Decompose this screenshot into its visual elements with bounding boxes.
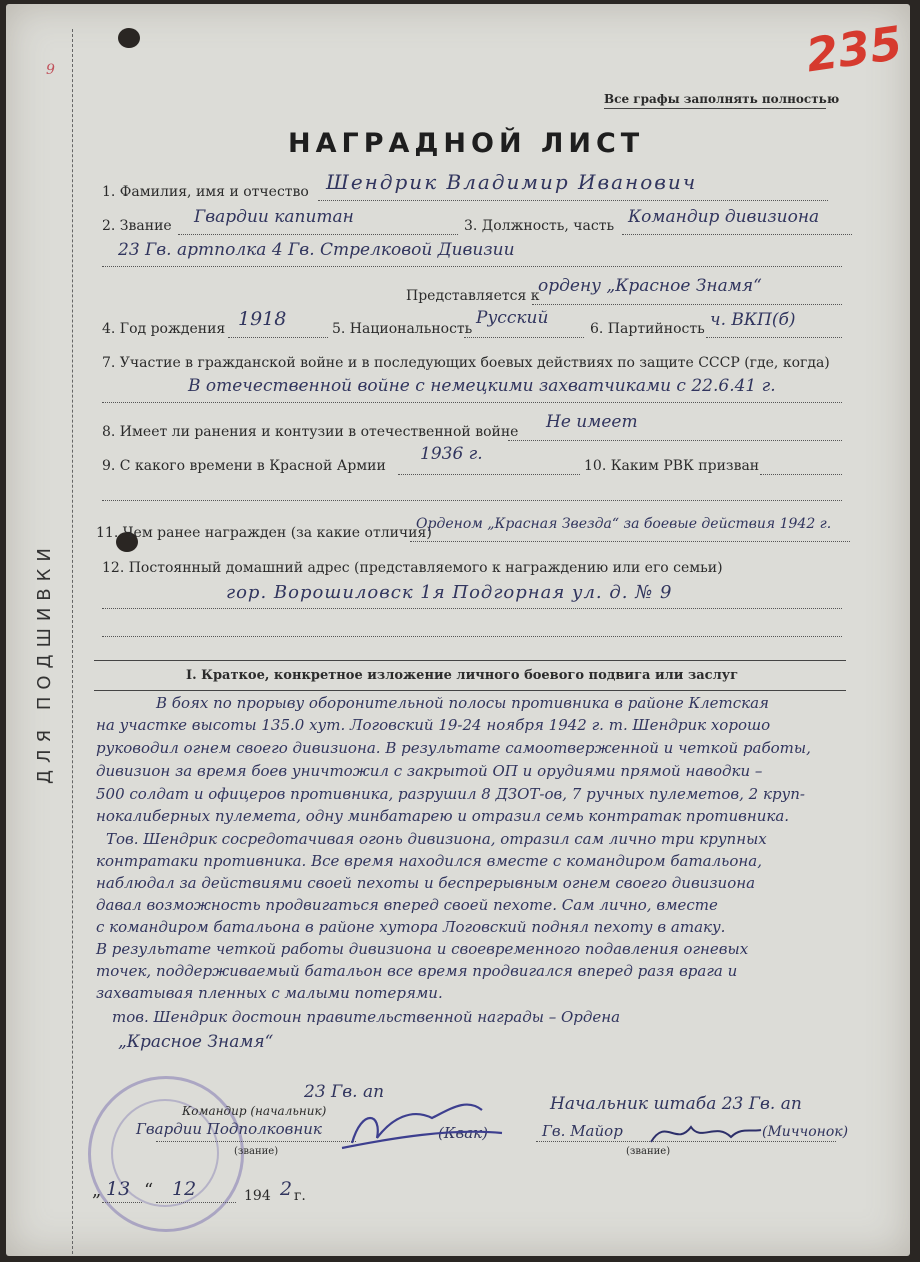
field-unit-line	[102, 266, 842, 267]
field-address-value: гор. Ворошиловск 1я Подгорная ул. д. № 9	[226, 582, 673, 603]
field-address-line	[102, 608, 842, 609]
date-month: 12	[172, 1178, 197, 1200]
field-party-value: ч. ВКП(б)	[710, 310, 796, 330]
binding-margin-label: ДЛЯ ПОДШИВКИ	[34, 541, 55, 784]
page-title: НАГРАДНОЙ ЛИСТ	[288, 128, 645, 159]
field-wounds-label: 8. Имеет ли ранения и контузии в отечественной войне	[102, 424, 519, 440]
official-stamp	[88, 1076, 244, 1232]
fill-notice: Все графы заполнять полностью	[604, 92, 840, 106]
pencil-mark: 9	[46, 62, 55, 78]
citation-line: давал возможность продвигаться вперед своей пехоте. Сам лично, вместе	[96, 896, 718, 914]
field-nationality-line	[464, 337, 584, 338]
citation-line: тов. Шендрик достоин правительственной награды – Ордена	[112, 1008, 621, 1026]
field-birthyear-value: 1918	[238, 308, 287, 330]
field-rvk-label: 10. Каким РВК призван	[584, 458, 760, 474]
right-name: (Миччонок)	[762, 1124, 849, 1140]
field-awards-label: 11. Чем ранее награжден (за какие отличия)	[96, 525, 432, 541]
citation-line: Тов. Шендрик сосредотачивая огонь дивизиона, отразил сам лично три крупных	[106, 830, 767, 848]
right-rank: Гв. Майор	[542, 1122, 623, 1140]
field-position-line	[622, 234, 852, 235]
field-rank-label: 2. Звание	[102, 218, 172, 234]
section-heading: I. Краткое, конкретное изложение личного боевого подвига или заслуг	[186, 668, 739, 683]
citation-line: захватывая пленных с малыми потерями.	[96, 984, 443, 1002]
left-signature	[332, 1088, 512, 1158]
field-rank-value: Гвардии капитан	[194, 207, 354, 227]
binding-margin-line	[72, 29, 73, 1256]
field-nationality-value: Русский	[476, 308, 549, 328]
field-civil-war-value: В отечественной войне с немецкими захватчиками с 22.6.41 г.	[188, 376, 776, 396]
field-rank-line	[178, 234, 458, 235]
field-civil-war-label: 7. Участие в гражданской войне и в последующих боевых действиях по защите СССР (где, когда)	[102, 355, 830, 371]
citation-line: нокалиберных пулемета, одну минбатарею и отразил семь контратак противника.	[96, 807, 790, 825]
field-position-label: 3. Должность, часть	[464, 218, 615, 234]
date-day-line	[102, 1202, 142, 1203]
field-civil-war-line	[102, 402, 842, 403]
date-year-prefix: 194	[244, 1188, 271, 1204]
field-rvk-line-2	[102, 500, 842, 501]
section-heading-underline	[94, 690, 846, 691]
field-awards-line	[410, 541, 850, 542]
field-presented-line	[532, 304, 842, 305]
field-name-line	[318, 200, 828, 201]
field-birthyear-line	[228, 337, 328, 338]
field-nationality-label: 5. Национальность	[332, 321, 473, 337]
citation-line: В боях по прорыву оборонительной полосы противника в районе Клетская	[156, 694, 769, 712]
field-rvk-line	[760, 474, 842, 475]
field-wounds-line	[508, 440, 842, 441]
date-quote-close: “	[144, 1180, 154, 1201]
punch-hole	[118, 28, 140, 48]
field-party-label: 6. Партийность	[590, 321, 705, 337]
field-name-value: Шендрик Владимир Иванович	[326, 170, 698, 194]
field-presented-value: ордену „Красное Знамя“	[538, 276, 762, 296]
left-rank-line	[156, 1141, 356, 1142]
citation-line: дивизион за время боев уничтожил с закрытой ОП и орудиями прямой наводки –	[96, 762, 763, 780]
citation-line: точек, поддерживаемый батальон все время продвигался вперед разя врага и	[96, 962, 738, 980]
award-sheet	[6, 4, 910, 1256]
citation-line: В результате четкой работы дивизиона и своевременного подавления огневых	[96, 940, 749, 958]
section-divider	[94, 660, 846, 661]
date-month-line	[156, 1202, 236, 1203]
field-army-since-line	[398, 474, 580, 475]
field-awards-value: Орденом „Красная Звезда“ за боевые действия 1942 г.	[416, 516, 832, 532]
date-quote-open: „	[92, 1180, 102, 1201]
date-year-digit: 2	[280, 1178, 293, 1200]
date-day: 13	[106, 1178, 131, 1200]
field-wounds-value: Не имеет	[546, 412, 638, 432]
field-position-value: Командир дивизиона	[628, 207, 820, 227]
field-army-since-value: 1936 г.	[420, 444, 483, 464]
field-army-since-label: 9. С какого времени в Красной Армии	[102, 458, 386, 474]
citation-line: 500 солдат и офицеров противника, разрушил 8 ДЗОТ-ов, 7 ручных пулеметов, 2 круп-	[96, 785, 805, 803]
field-name-label: 1. Фамилия, имя и отчество	[102, 184, 309, 200]
left-name: (Квак)	[438, 1124, 488, 1142]
left-role: Командир (начальник)	[182, 1104, 327, 1118]
notice-underline	[604, 108, 826, 109]
field-unit-value: 23 Гв. артполка 4 Гв. Стрелковой Дивизии	[118, 240, 515, 260]
citation-line: на участке высоты 135.0 хут. Логовский 19-24 ноября 1942 г. т. Шендрик хорошо	[96, 716, 771, 734]
citation-line: наблюдал за действиями своей пехоты и беспрерывным огнем своего дивизиона	[96, 874, 756, 892]
field-address-line-2	[102, 636, 842, 637]
archive-number: 235	[802, 15, 906, 83]
right-signature	[646, 1112, 766, 1152]
field-party-line	[706, 337, 842, 338]
citation-line: контратаки противника. Все время находился вместе с командиром батальона,	[96, 852, 762, 870]
left-rank-caption: (звание)	[234, 1146, 279, 1157]
left-rank: Гвардии Подполковник	[136, 1120, 322, 1138]
left-unit: 23 Гв. ап	[304, 1082, 385, 1102]
field-birthyear-label: 4. Год рождения	[102, 321, 226, 337]
citation-line: с командиром батальона в районе хутора Логовский поднял пехоту в атаку.	[96, 918, 726, 936]
citation-line: „Красное Знамя“	[118, 1032, 274, 1052]
right-rank-caption: (звание)	[626, 1146, 671, 1157]
field-presented-label: Представляется к	[406, 288, 540, 304]
right-role: Начальник штаба 23 Гв. ап	[550, 1094, 802, 1114]
date-year-suffix: г.	[294, 1188, 306, 1204]
field-address-label: 12. Постоянный домашний адрес (представляемого к награждению или его семьи)	[102, 560, 723, 576]
citation-line: руководил огнем своего дивизиона. В результате самоотверженной и четкой работы,	[96, 739, 811, 757]
